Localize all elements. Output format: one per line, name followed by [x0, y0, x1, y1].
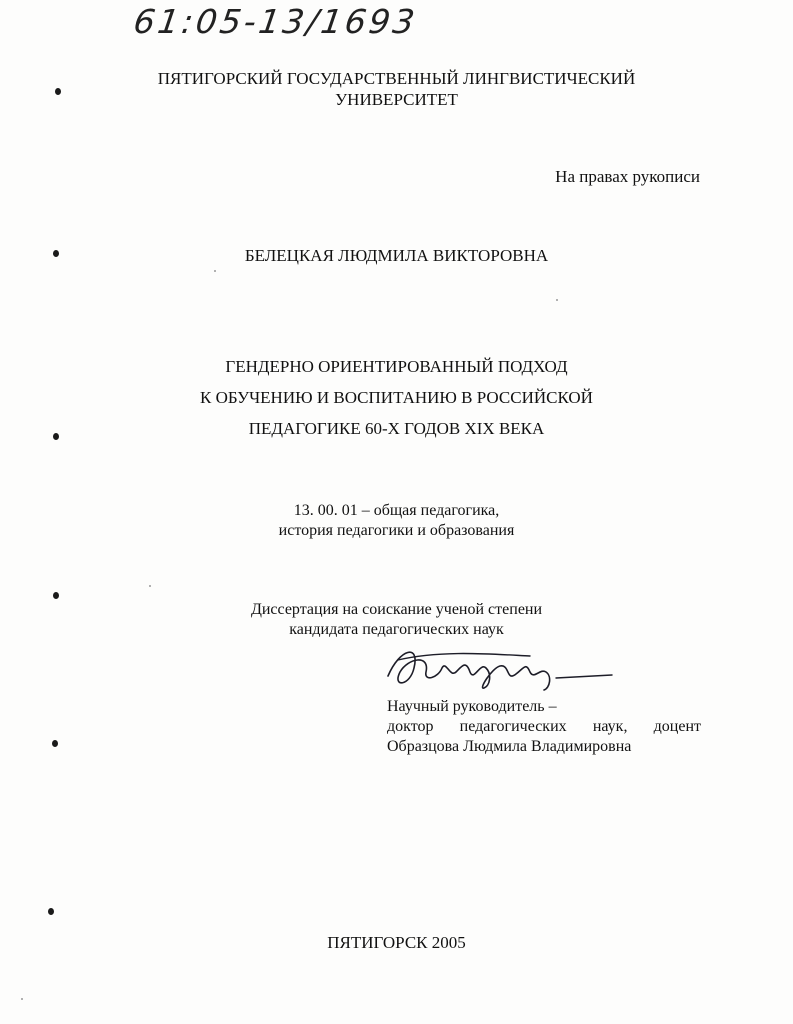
supervisor-line-1: Научный руководитель –	[387, 698, 557, 715]
university-name	[0, 68, 793, 110]
rights-note: На правах рукописи	[555, 167, 700, 186]
scan-speck	[214, 270, 216, 272]
specialty-line-1: 13. 00. 01 – общая педагогика,	[293, 502, 500, 519]
university-line-2: УНИВЕРСИТЕТ	[335, 90, 458, 109]
binding-mark	[53, 592, 59, 599]
degree-line-2: кандидата педагогических наук	[289, 621, 504, 638]
degree-line-1: Диссертация на соискание ученой степени	[250, 601, 543, 618]
scan-speck	[21, 998, 23, 1000]
binding-mark	[52, 740, 58, 747]
author-signature	[380, 638, 620, 698]
supervisor	[387, 697, 701, 757]
university-line-1: ПЯТИГОРСКИЙ ГОСУДАРСТВЕННЫЙ ЛИНГВИСТИЧЕСКИЙ	[157, 69, 636, 88]
binding-mark	[48, 908, 54, 915]
title-line-1: ГЕНДЕРНО ОРИЕНТИРОВАННЫЙ ПОДХОД	[225, 357, 568, 376]
title-line-2: К ОБУЧЕНИЮ И ВОСПИТАНИЮ В РОССИЙСКОЙ	[200, 388, 593, 407]
scan-speck	[149, 585, 151, 587]
dissertation-title	[0, 351, 793, 444]
title-line-3: ПЕДАГОГИКЕ 60-Х ГОДОВ XIX ВЕКА	[248, 419, 545, 438]
city-year: ПЯТИГОРСК 2005	[327, 933, 466, 952]
scan-speck	[556, 299, 558, 301]
specialty-line-2: история педагогики и образования	[278, 522, 515, 539]
specialty	[0, 501, 793, 541]
archive-number: 61:05-13/1693	[131, 2, 420, 41]
author-name: БЕЛЕЦКАЯ ЛЮДМИЛА ВИКТОРОВНА	[244, 246, 549, 265]
supervisor-line-3: Образцова Людмила Владимировна	[387, 738, 632, 755]
supervisor-line-2: доктор педагогических наук, доцент	[387, 718, 701, 735]
degree	[0, 600, 793, 640]
